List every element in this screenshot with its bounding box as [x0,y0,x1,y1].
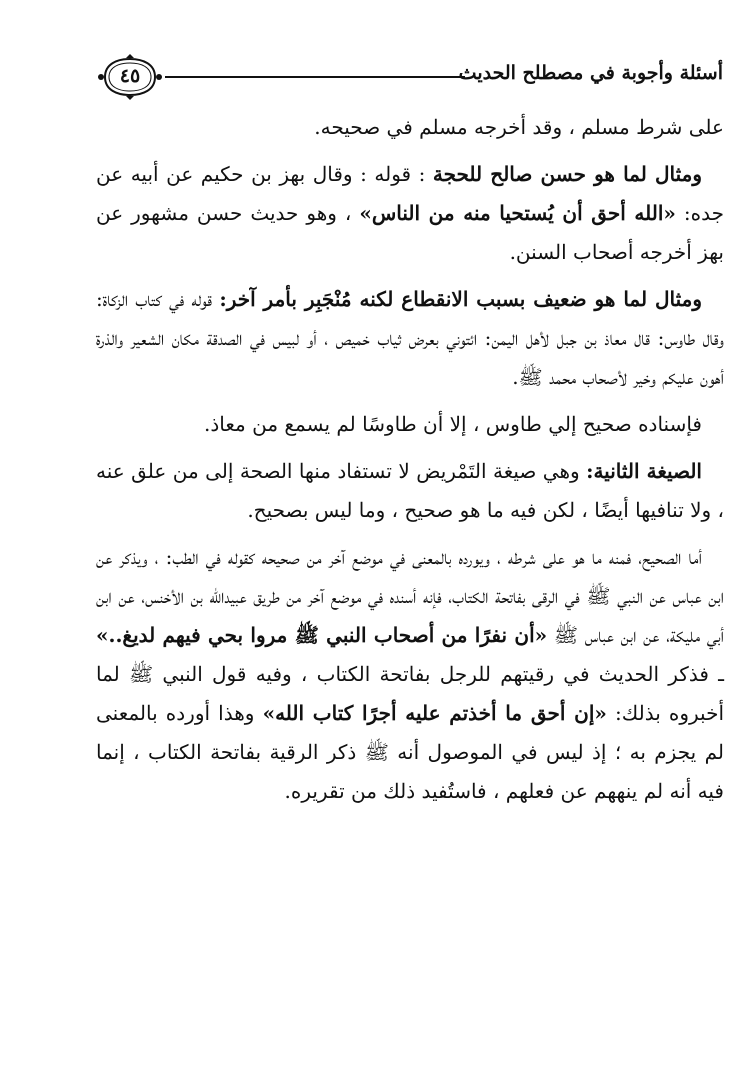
paragraph [96,280,724,397]
bold-text-run: «أن نفرًا من أصحاب النبي ﷺ مروا بحي فيهم لديغ..» [96,623,548,647]
bold-text-run: ومثال لما هو ضعيف بسبب الانقطاع لكنه مُنْجَبِر بأمر آخر: [219,287,702,311]
text-run: : قوله : وقال بهز بن حكيم عن أبيه عن جده: [96,162,724,225]
body-text [96,108,724,819]
header-divider [165,76,465,78]
paragraph [96,538,724,811]
page-number-badge [95,54,165,100]
paragraph [96,452,724,530]
bold-text-run: ومثال لما هو حسن صالح للحجة [432,162,702,186]
text-run: وهذا أورده بالمعنى لم يجزم به ؛ إذ ليس في الموصول أنه ﷺ ذكر الرقية بفاتحة الكتاب ، إنما فيه أنه لم ينههم عن فعلهم ، فاستُفيد ذلك من تقريره. [96,701,724,803]
page-header [95,54,723,100]
paragraph [96,155,724,272]
text-run: قوله في كتاب الزكاة: وقال طاوس: قال معاذ بن جبل لأهل اليمن: ائتوني بعرض ثياب خميص ، أو لبيس في الصدقة مكان الشعير والذرة أهون عليكم وخير لأصحاب محمد ﷺ. [96,287,724,389]
text-run: ـ فذكر الحديث في رقيتهم للرجل بفاتحة الكتاب ، وفيه قول النبي ﷺ لما أخبروه بذلك: [96,662,725,725]
text-run: على شرط مسلم ، وقد أخرجه مسلم في صحيحه. [314,115,724,139]
paragraph [96,108,724,147]
bold-text-run: «إن أحق ما أخذتم عليه أجرًا كتاب الله» [262,701,607,725]
bold-text-run: «الله أحق أن يُستحيا منه من الناس» [359,201,676,225]
text-run: فإسناده صحيح إلي طاوس ، إلا أن طاوسًا لم يسمع من معاذ. [204,412,702,436]
text-run: ، وهو حديث حسن مشهور عن بهز أخرجه أصحاب السنن. [96,201,724,264]
text-run: وهي صيغة التَمْريض لا تستفاد منها الصحة إلى من علق عنه ، ولا تنافيها أيضًا ، لكن فيه ما هو صحيح ، وما ليس بصحيح. [96,459,724,522]
paragraph [96,405,724,444]
bold-text-run: الصيغة الثانية: [586,459,702,483]
text-run: أما الصحيح، فمنه ما هو على شرطه ، ويورده بالمعنى في موضع آخر من صحيحه كقوله في الطب: ، ويذكر عن ابن عباس عن النبي ﷺ في الرقى بفاتحة الكتاب، فإنه أسنده في موضع آخر من طريق عبيدالله بن الأخنس، عن ابن أبي مليكة، عن ابن عباس ﷺ [96,545,724,647]
running-title: أسئلة وأجوبة في مصطلح الحديث [458,62,723,84]
page-number: ٤٥ [119,65,141,87]
